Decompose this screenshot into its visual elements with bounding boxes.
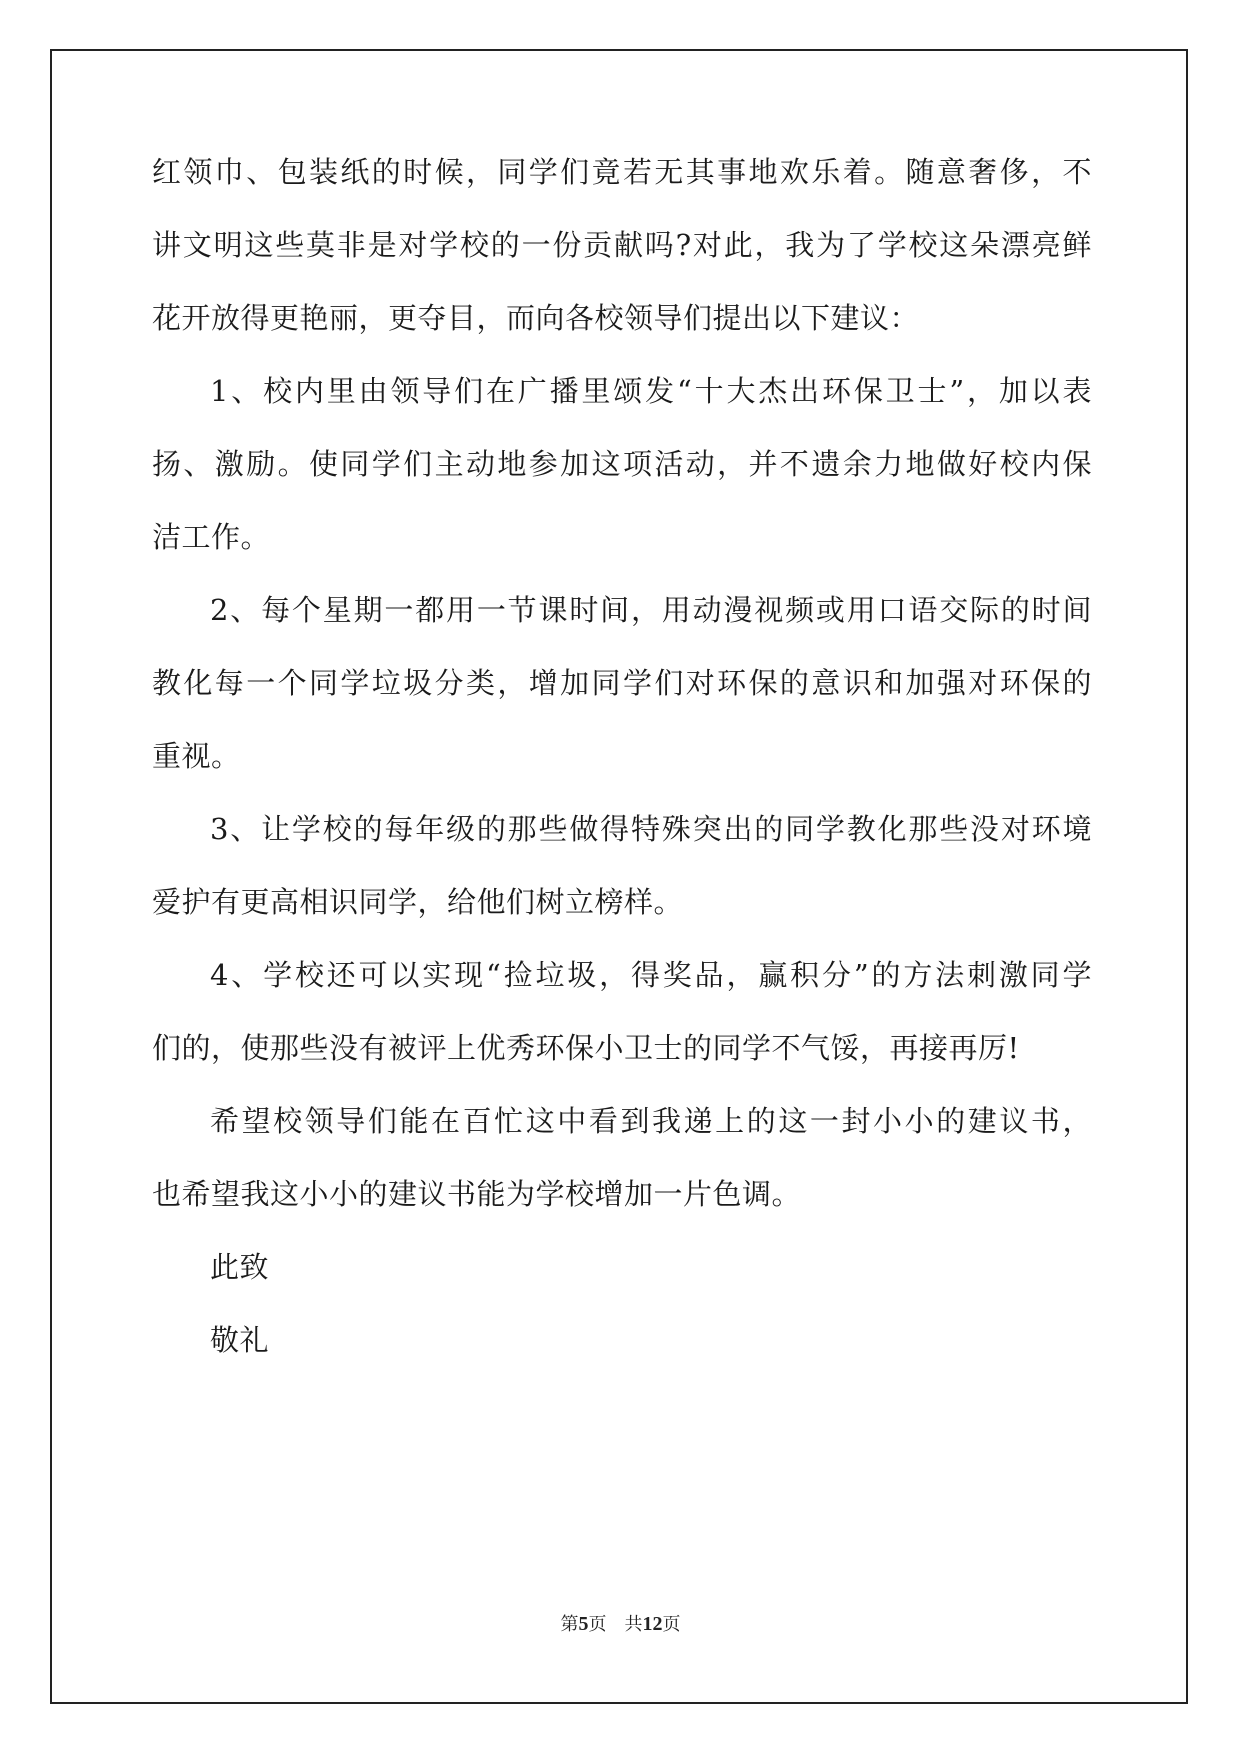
page-number-footer xyxy=(0,1612,1241,1637)
suggestion-2-line-3: 重视。 xyxy=(152,739,241,773)
page-total: 12 xyxy=(642,1613,663,1635)
suggestion-1-line-1: 1、校内里由领导们在广播里颂发“十大杰出环保卫士”，加以表 xyxy=(210,374,1092,408)
suggestion-2-line-2: 教化每一个同学垃圾分类，增加同学们对环保的意识和加强对环保的 xyxy=(152,666,1092,700)
body-line-1: 红领巾、包装纸的时候，同学们竟若无其事地欢乐着。随意奢侈，不 xyxy=(152,155,1092,189)
closing-line-1: 希望校领导们能在百忙这中看到我递上的这一封小小的建议书， xyxy=(210,1104,1092,1138)
body-line-3: 花开放得更艳丽，更夺目，而向各校领导们提出以下建议： xyxy=(152,301,920,335)
salutation-cizhi: 此致 xyxy=(210,1250,270,1284)
closing-line-2: 也希望我这小小的建议书能为学校增加一片色调。 xyxy=(152,1177,802,1211)
page-current: 5 xyxy=(578,1613,589,1635)
total-suffix: 页 xyxy=(662,1614,681,1635)
page-prefix: 第 xyxy=(560,1614,579,1635)
page-mid: 页 xyxy=(588,1614,607,1635)
suggestion-1-line-2: 扬、激励。使同学们主动地参加这项活动，并不遗余力地做好校内保 xyxy=(152,447,1092,481)
salutation-jingli: 敬礼 xyxy=(210,1323,270,1357)
suggestion-4-line-1: 4、学校还可以实现“捡垃圾，得奖品，赢积分”的方法刺激同学 xyxy=(210,958,1092,992)
suggestion-2-line-1: 2、每个星期一都用一节课时间，用动漫视频或用口语交际的时间 xyxy=(210,593,1092,627)
body-line-2: 讲文明这些莫非是对学校的一份贡献吗?对此，我为了学校这朵漂亮鲜 xyxy=(152,228,1092,262)
total-prefix: 共 xyxy=(624,1614,643,1635)
suggestion-1-line-3: 洁工作。 xyxy=(152,520,271,554)
suggestion-4-line-2: 们的，使那些没有被评上优秀环保小卫士的同学不气馁，再接再厉! xyxy=(152,1031,1020,1065)
suggestion-3-line-1: 3、让学校的每年级的那些做得特殊突出的同学教化那些没对环境 xyxy=(210,812,1092,846)
suggestion-3-line-2: 爱护有更高相识同学，给他们树立榜样。 xyxy=(152,885,684,919)
